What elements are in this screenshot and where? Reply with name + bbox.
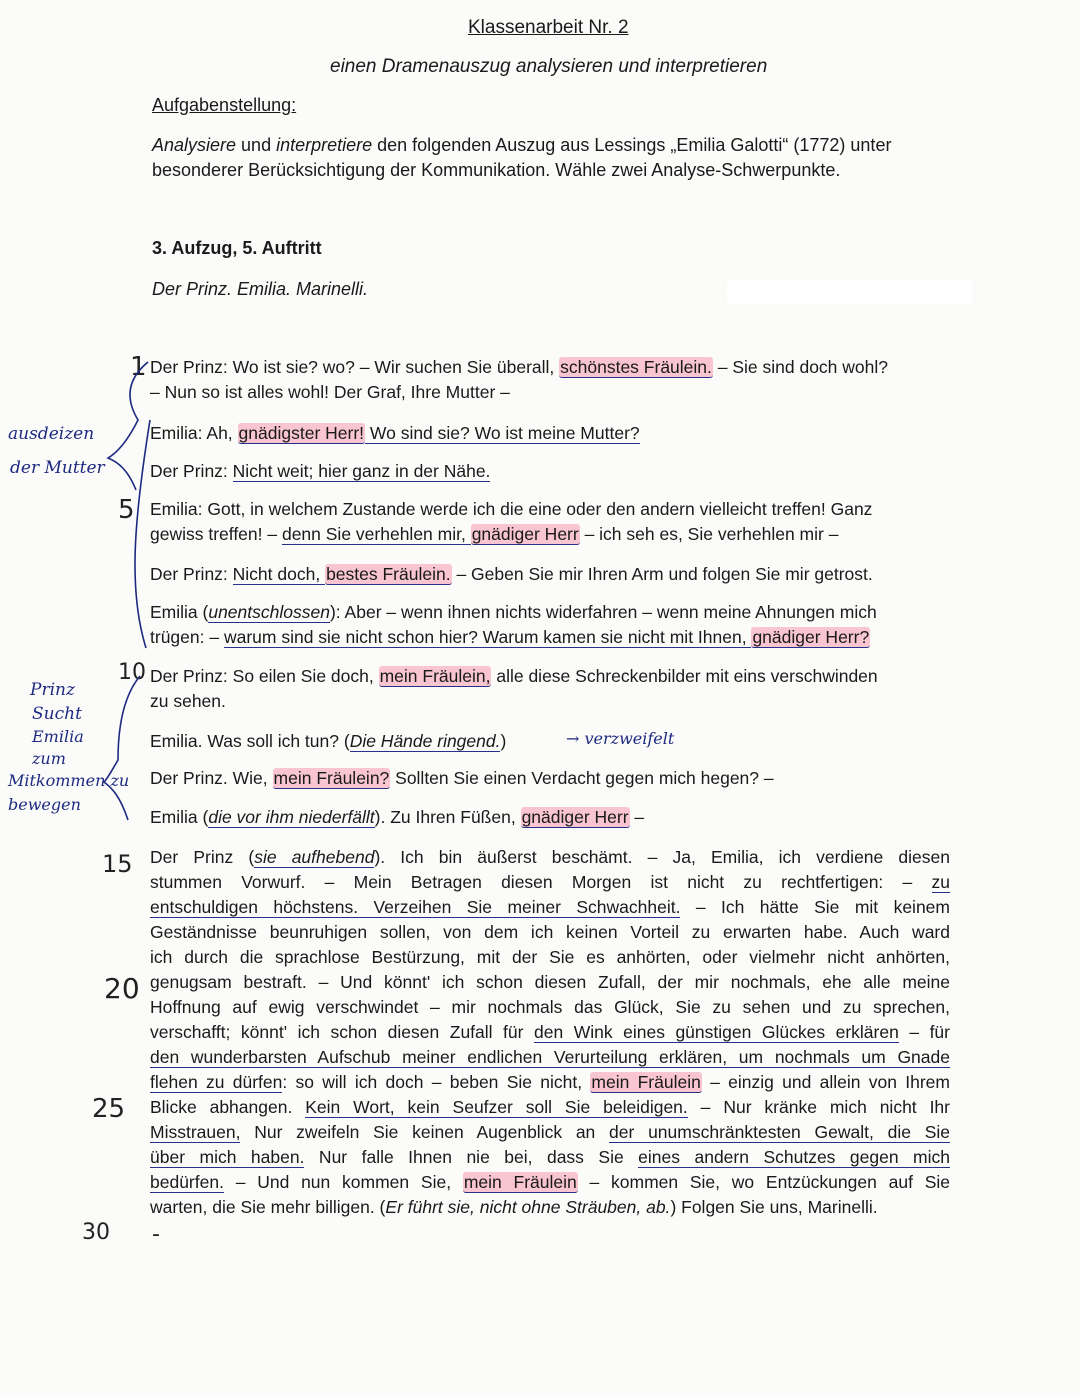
exam-title: Klassenarbeit Nr. 2	[468, 17, 629, 38]
text-line-14: Emilia (die vor ihm niederfällt). Zu Ihren Füßen, gnädiger Herr –	[150, 807, 645, 827]
text-line-3: Emilia: Ah, gnädigster Herr! Wo sind sie? Wo ist meine Mutter?	[150, 423, 640, 443]
margin-note-prinz: Prinz	[30, 680, 75, 700]
bracket-left-lower	[104, 676, 140, 820]
line-number-5: 5	[118, 495, 135, 525]
text-line-12: Emilia. Was soll ich tun? (Die Hände ringend.)	[150, 731, 507, 751]
text-line-20: genugsam bestraft. – Und könnt' ich schon diesen Zufall, der mir nochmals, ehe alle meine	[150, 972, 950, 992]
line-number-20: 20	[104, 972, 140, 1005]
text-line-17: entschuldigen höchstens. Verzeihen Sie meiner Schwachheit. – Ich hätte Sie mit keinem	[150, 897, 950, 917]
line-number-1: 1	[130, 352, 147, 382]
margin-note-ausdeizen: ausdeizen	[8, 424, 95, 444]
task-verb-interpret: interpretiere	[276, 135, 373, 155]
bracket-left-middle	[135, 420, 150, 648]
line-number-15: 15	[102, 850, 133, 878]
text-line-18: Geständnisse beunruhigen sollen, von dem ich keinen Vorteil zu erwarten habe. Auch ward	[150, 922, 950, 942]
inline-note-verzweifelt: → verzweifelt	[566, 729, 675, 748]
task-text: Analysiere und interpretiere den folgenden Auszug aus Lessings „Emilia Galotti“ (1772) unter besonderer Berücksichtigung der Kommunikation. Wähle zwei Analyse-Schwerpunkte.	[152, 135, 892, 180]
text-line-5: Emilia: Gott, in welchem Zustande werde ich die eine oder den andern vielleicht treffen! Ganz	[150, 499, 873, 519]
text-line-11: zu sehen.	[150, 691, 226, 711]
text-line-24: flehen zu dürfen: so will ich doch – beben Sie nicht, mein Fräulein – einzig und allein von Ihrem	[150, 1072, 950, 1092]
text-line-25: Blicke abhangen. Kein Wort, kein Seufzer soll Sie beleidigen. – Nur kränke mich nicht Ihr	[150, 1097, 950, 1117]
scene-title: 3. Aufzug, 5. Auftritt	[152, 238, 322, 258]
text-line-9: trügen: – warum sind sie nicht schon hier? Warum kamen sie nicht mit Ihnen, gnädiger Herr?	[150, 627, 870, 647]
text-line-28: bedürfen. – Und nun kommen Sie, mein Fräulein – kommen Sie, wo Entzückungen auf Sie	[150, 1172, 950, 1192]
text-line-29: warten, die Sie mehr billigen. (Er führt sie, nicht ohne Sträuben, ab.) Folgen Sie uns, Marinelli.	[150, 1197, 878, 1217]
text-line-15: Der Prinz (sie aufhebend). Ich bin äußerst beschämt. – Ja, Emilia, ich verdiene diesen	[150, 847, 950, 867]
text-line-13: Der Prinz. Wie, mein Fräulein? Sollten Sie einen Verdacht gegen mich hegen? –	[150, 768, 774, 788]
text-line-22: verschafft; könnt' ich schon diesen Zufall für den Wink eines günstigen Glückes erklären – für	[150, 1022, 950, 1042]
margin-note-emilia: Emilia	[32, 727, 84, 746]
text-line-26: Misstrauen, Nur zweifeln Sie keinen Augenblick an der unumschränktesten Gewalt, die Sie	[150, 1122, 950, 1142]
margin-note-bewegen: bewegen	[8, 795, 81, 814]
margin-note-mutter: der Mutter	[10, 458, 105, 478]
line-number-30: 30	[82, 1220, 110, 1245]
line-number-10: 10	[118, 660, 146, 685]
scene-persons: Der Prinz. Emilia. Marinelli.	[152, 279, 369, 299]
line-number-25: 25	[92, 1094, 126, 1124]
text-line-7: Der Prinz: Nicht doch, bestes Fräulein. – Geben Sie mir Ihren Arm und folgen Sie mir getrost.	[150, 564, 873, 584]
text-line-10: Der Prinz: So eilen Sie doch, mein Fräulein, alle diese Schreckenbilder mit eins verschwinden	[150, 666, 878, 686]
line-number-30-dash: -	[152, 1222, 160, 1247]
text-line-1: Der Prinz: Wo ist sie? wo? – Wir suchen Sie überall, schönstes Fräulein. – Sie sind doch wohl?	[150, 357, 889, 377]
text-line-8: Emilia (unentschlossen): Aber – wenn ihnen nichts widerfahren – wenn meine Ahnungen mich	[150, 602, 877, 622]
text-line-19: ich durch die sprachlose Bestürzung, mit der Sie es anhörten, oder vielmehr nicht anhörten,	[150, 947, 950, 967]
text-line-27: über mich haben. Nur falle Ihnen nie bei, dass Sie eines andern Schutzes gegen mich	[150, 1147, 950, 1167]
text-line-21: Hoffnung auf ewig verschwindet – mir nochmals das Glück, Sie zu sehen und zu sprechen,	[150, 997, 950, 1017]
margin-note-zum: zum	[32, 749, 66, 768]
task-heading: Aufgabenstellung:	[152, 95, 297, 115]
text-line-4: Der Prinz: Nicht weit; hier ganz in der Nähe.	[150, 461, 491, 481]
text-line-16: stummen Vorwurf. – Mein Betragen diesen Morgen ist nicht zu rechtfertigen: – zu	[150, 872, 950, 892]
text-line-23: den wunderbarsten Aufschub meiner endlichen Verurteilung erklären, um nochmals um Gnade	[150, 1047, 950, 1067]
margin-note-mitkommen: Mitkommen zu	[8, 771, 130, 790]
task-verb-analyse: Analysiere	[152, 135, 237, 155]
text-line-2: – Nun so ist alles wohl! Der Graf, Ihre Mutter –	[150, 382, 510, 402]
margin-note-sucht: Sucht	[32, 704, 82, 724]
exam-subtitle: einen Dramenauszug analysieren und interpretieren	[330, 56, 768, 77]
text-line-6: gewiss treffen! – denn Sie verhehlen mir, gnädiger Herr – ich seh es, Sie verhehlen mir –	[150, 524, 839, 544]
